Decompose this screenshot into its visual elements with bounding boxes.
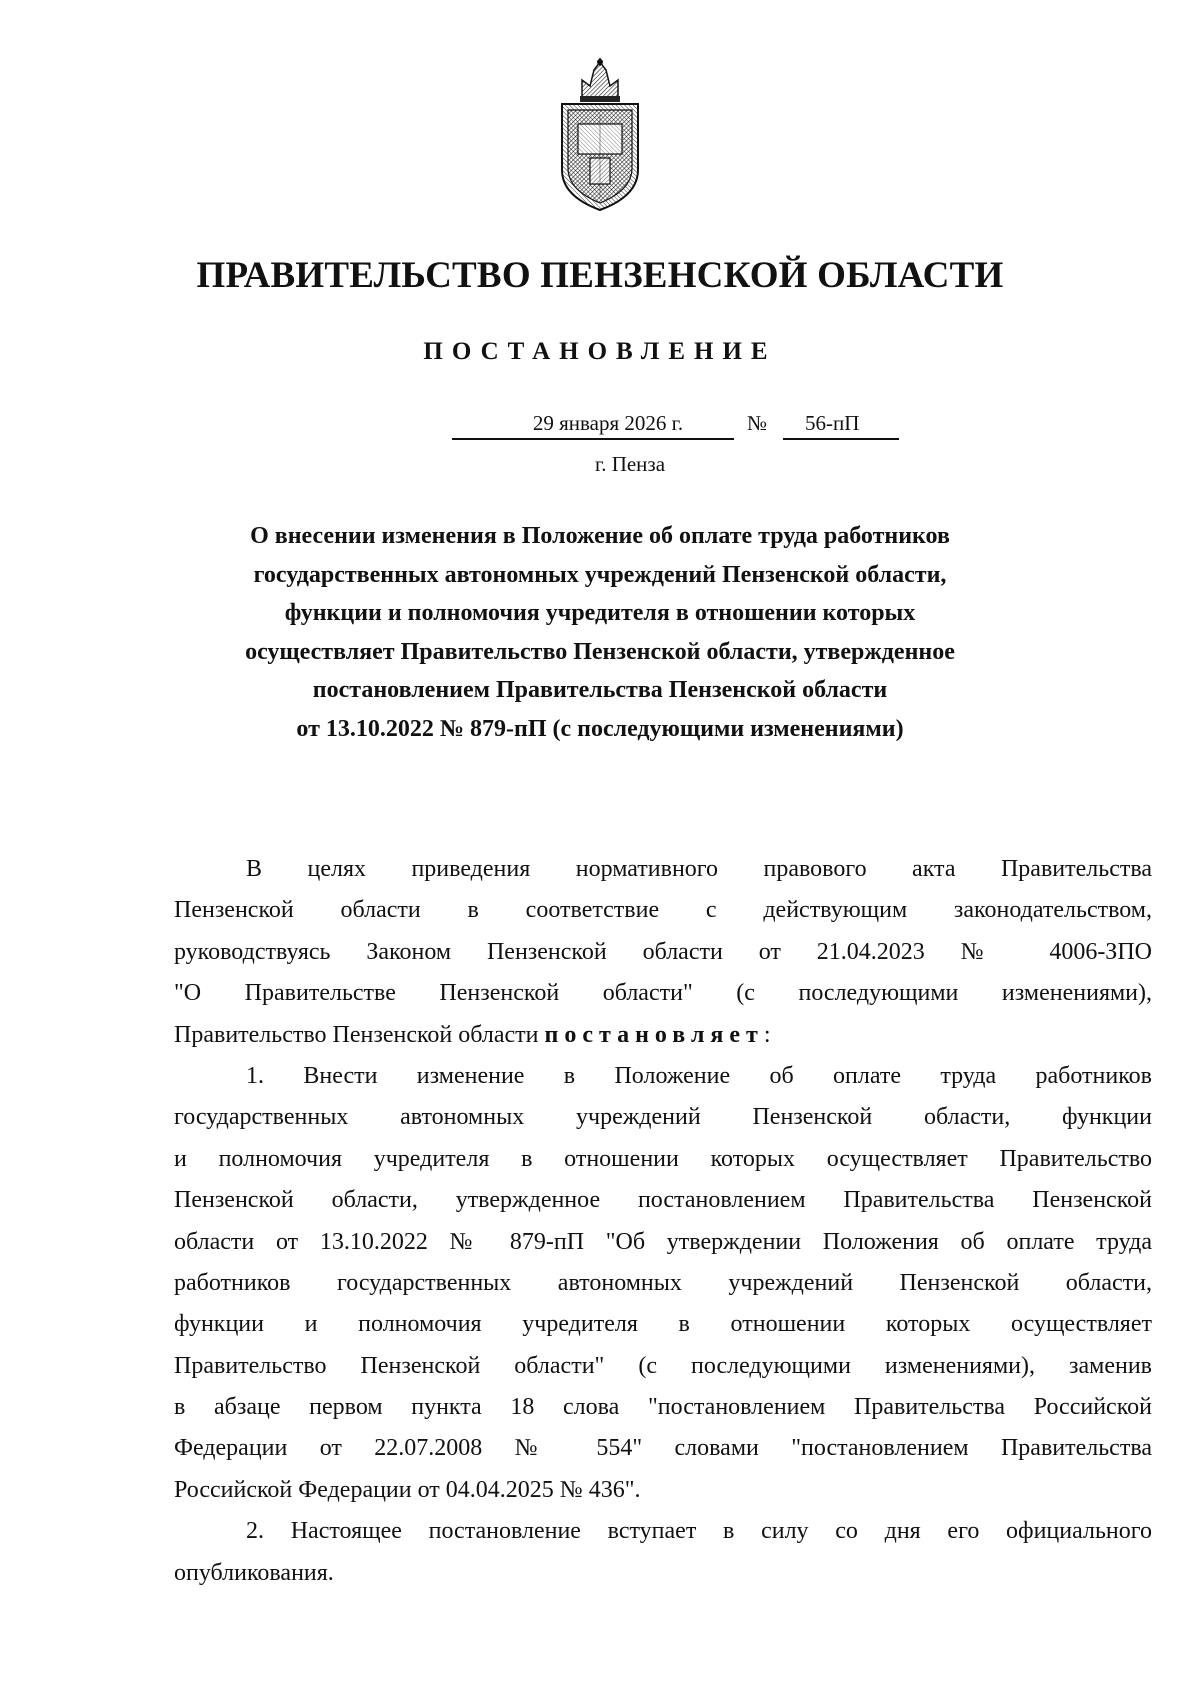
resolves-colon: :	[763, 1021, 771, 1048]
coat-of-arms-icon	[556, 58, 644, 214]
item2-line: 2. Настоящее постановление вступает в силу со дня его официального	[246, 1518, 1152, 1545]
item1-line: государственных автономных учреждений Пензенской области, функции	[174, 1104, 1152, 1131]
subject-line: О внесении изменения в Положение об оплате труда работников	[250, 523, 950, 549]
subject-line: постановлением Правительства Пензенской области	[312, 677, 888, 703]
preamble-line: Пензенской области в соответствие с действующим законодательством,	[174, 897, 1152, 924]
subject-line: от 13.10.2022 № 879-пП (с последующими изменениями)	[296, 715, 904, 742]
item1-line: 1. Внести изменение в Положение об оплате труда работников	[246, 1062, 1152, 1089]
item1-line: области от 13.10.2022 № 879-пП "Об утверждении Положения об оплате труда	[174, 1228, 1152, 1255]
item1-line: Правительство Пензенской области" (с последующими изменениями), заменив	[174, 1352, 1152, 1379]
item1-line: и полномочия учредителя в отношении которых осуществляет Правительство	[174, 1145, 1152, 1172]
city: г. Пенза	[594, 452, 666, 476]
preamble-line: В целях приведения нормативного правового акта Правительства	[246, 856, 1152, 882]
item1-line: Федерации от 22.07.2008 № 554" словами "постановлением Правительства	[174, 1435, 1152, 1462]
subject-line: осуществляет Правительство Пензенской области, утвержденное	[245, 638, 955, 665]
subject-line: государственных автономных учреждений Пензенской области,	[253, 561, 947, 588]
item1-line: функции и полномочия учредителя в отношении которых осуществляет	[174, 1311, 1152, 1338]
preamble-last-text: Правительство Пензенской области	[174, 1021, 545, 1048]
document-type: ПОСТАНОВЛЕНИЕ	[423, 338, 777, 365]
subject-line: функции и полномочия учредителя в отношении которых	[284, 600, 916, 626]
organization-title: ПРАВИТЕЛЬСТВО ПЕНЗЕНСКОЙ ОБЛАСТИ	[196, 255, 1004, 296]
document-subject	[140, 517, 1060, 748]
item1-line: в абзаце первом пункта 18 слова "постановлением Правительства Российской	[174, 1394, 1152, 1421]
item1-line: Российской Федерации от 04.04.2025 № 436".	[174, 1476, 641, 1503]
document-body	[174, 849, 1152, 1594]
item2-line: опубликования.	[174, 1559, 334, 1586]
document-date: 29 января 2026 г.	[452, 408, 734, 440]
preamble-last-line	[174, 1015, 1152, 1056]
preamble-line: руководствуясь Законом Пензенской области от 21.04.2023 № 4006-ЗПО	[174, 938, 1152, 965]
item1-line: Пензенской области, утвержденное постановлением Правительства Пензенской	[174, 1187, 1152, 1214]
resolves-word: постановляет	[544, 1021, 764, 1048]
item1-line: работников государственных автономных учреждений Пензенской области,	[174, 1269, 1152, 1296]
preamble-line: "О Правительстве Пензенской области" (с последующими изменениями),	[174, 980, 1152, 1007]
number-sign: №	[747, 411, 768, 435]
document-number: 56-пП	[783, 408, 899, 440]
